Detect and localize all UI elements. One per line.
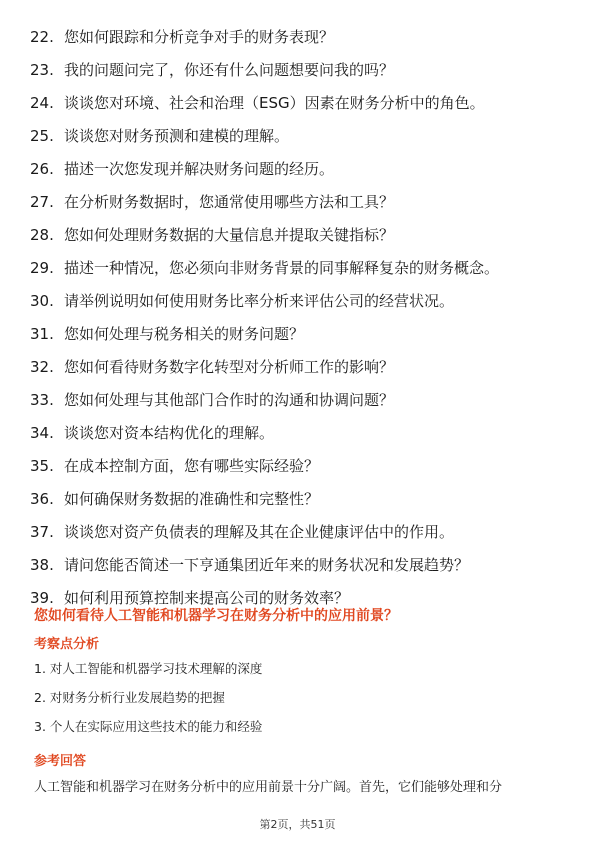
question-number: 32. [30, 358, 54, 376]
question-item [30, 26, 570, 48]
question-number: 29. [30, 259, 54, 277]
question-number: 30. [30, 292, 54, 310]
question-number: 37. [30, 523, 54, 541]
analysis-item: 3. 个人在实际应用这些技术的能力和经验 [34, 719, 263, 734]
question-text: 您如何看待财务数字化转型对分析师工作的影响？ [64, 358, 395, 376]
analysis-item: 2. 对财务分析行业发展趋势的把握 [34, 690, 225, 705]
question-item [30, 455, 570, 477]
question-item [30, 521, 570, 543]
question-number: 28. [30, 226, 54, 244]
question-text: 您如何处理与税务相关的财务问题？ [64, 325, 305, 343]
question-text: 如何利用预算控制来提高公司的财务效率？ [64, 589, 350, 607]
question-number: 22. [30, 28, 54, 46]
question-text: 您如何处理与其他部门合作时的沟通和协调问题？ [64, 391, 395, 409]
question-text: 谈谈您对资本结构优化的理解。 [64, 424, 275, 442]
question-text: 在成本控制方面，您有哪些实际经验？ [64, 457, 320, 475]
question-number: 27. [30, 193, 54, 211]
question-text: 请问您能否简述一下亨通集团近年来的财务状况和发展趋势？ [64, 556, 470, 574]
question-number: 25. [30, 127, 54, 145]
question-item [30, 59, 570, 81]
page-footer: 第2页，共51页 [259, 818, 336, 831]
question-number: 39. [30, 589, 54, 607]
question-number: 24. [30, 94, 54, 112]
question-text: 请举例说明如何使用财务比率分析来评估公司的经营状况。 [64, 292, 455, 310]
question-item [30, 488, 570, 510]
question-number: 33. [30, 391, 54, 409]
question-item [30, 158, 570, 180]
question-number: 34. [30, 424, 54, 442]
question-item [30, 290, 570, 312]
question-item [30, 554, 570, 576]
question-item [30, 92, 570, 114]
question-list [30, 26, 570, 620]
question-text: 描述一种情况，您必须向非财务背景的同事解释复杂的财务概念。 [64, 259, 500, 277]
question-number: 26. [30, 160, 54, 178]
question-text: 谈谈您对环境、社会和治理（ESG）因素在财务分析中的角色。 [64, 94, 485, 112]
question-number: 38. [30, 556, 54, 574]
question-text: 描述一次您发现并解决财务问题的经历。 [64, 160, 335, 178]
question-text: 您如何跟踪和分析竞争对手的财务表现？ [64, 28, 335, 46]
question-item [30, 389, 570, 411]
question-text: 谈谈您对财务预测和建模的理解。 [64, 127, 290, 145]
question-item [30, 257, 570, 279]
question-item [30, 356, 570, 378]
question-text: 我的问题问完了，你还有什么问题想要问我的吗？ [64, 61, 395, 79]
analysis-list [34, 660, 564, 747]
question-text: 您如何处理财务数据的大量信息并提取关键指标？ [64, 226, 395, 244]
question-text: 如何确保财务数据的准确性和完整性？ [64, 490, 320, 508]
question-item [30, 422, 570, 444]
question-item [30, 323, 570, 345]
question-text: 在分析财务数据时，您通常使用哪些方法和工具？ [64, 193, 395, 211]
question-item [30, 224, 570, 246]
question-item [30, 125, 570, 147]
analysis-item: 1. 对人工智能和机器学习技术理解的深度 [34, 661, 263, 676]
question-number: 36. [30, 490, 54, 508]
question-number: 35. [30, 457, 54, 475]
answer-text: 人工智能和机器学习在财务分析中的应用前景十分广阔。首先，它们能够处理和分 [34, 780, 503, 795]
question-number: 23. [30, 61, 54, 79]
section-title: 您如何看待人工智能和机器学习在财务分析中的应用前景？ [34, 608, 398, 624]
answer-heading: 参考回答 [34, 754, 87, 769]
question-text: 谈谈您对资产负债表的理解及其在企业健康评估中的作用。 [64, 523, 455, 541]
question-number: 31. [30, 325, 54, 343]
analysis-heading: 考察点分析 [34, 637, 100, 652]
question-item [30, 191, 570, 213]
